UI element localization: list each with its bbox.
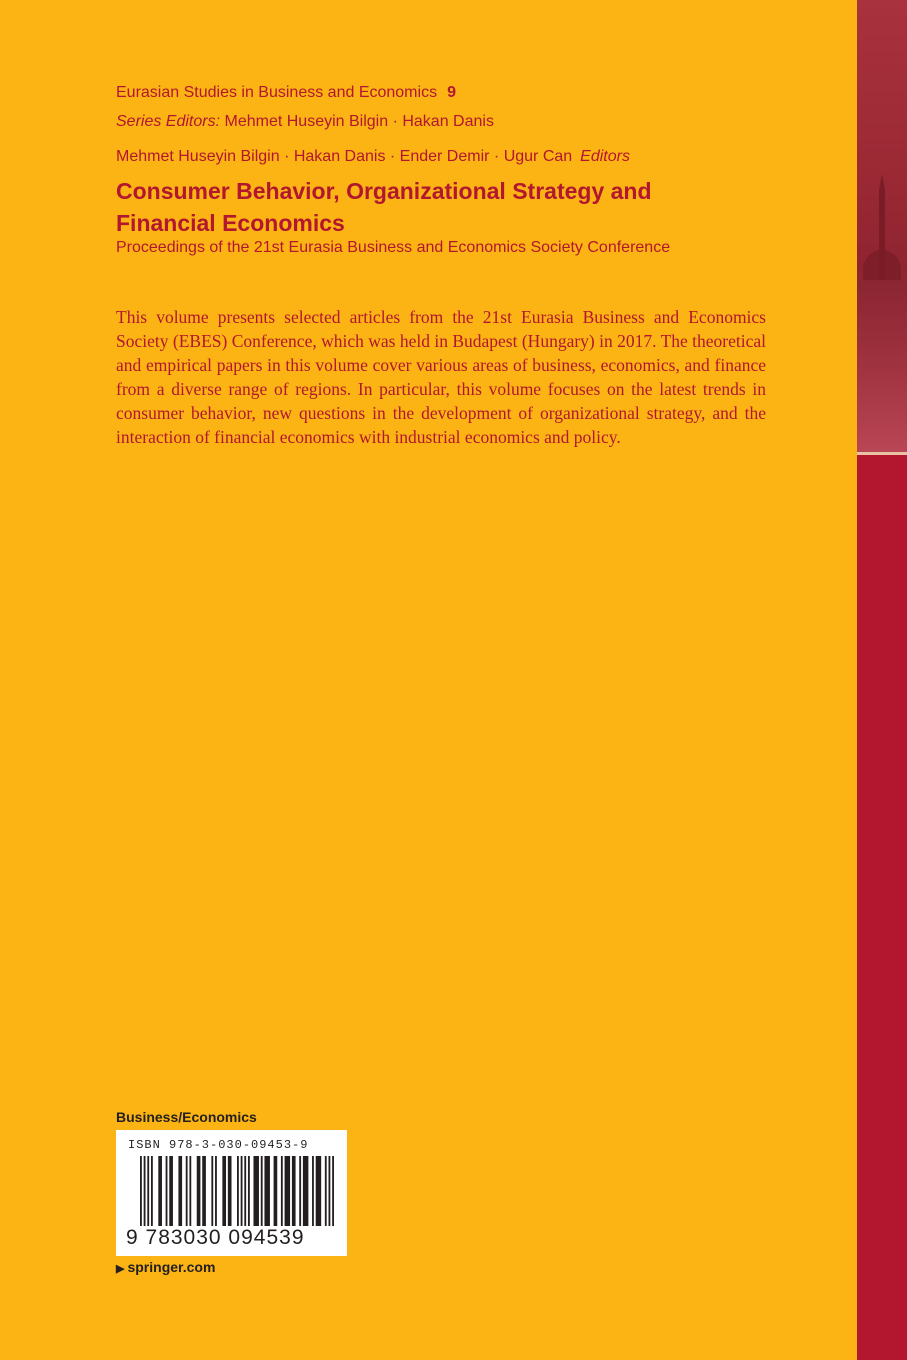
book-editors-names: Mehmet Huseyin Bilgin · Hakan Danis · Ender Demir · Ugur Can [116, 148, 573, 165]
publisher-website[interactable] [116, 1259, 215, 1275]
barcode-bar [312, 1156, 314, 1226]
book-description: This volume presents selected articles from the 21st Eurasia Business and Economics Society (EBES) Conference, which was held in Budapest (Hungary) in 2017. The theoretical and empirical papers in this volume cover various areas of business, economics, and finance from a diverse range of regions. In particular, this volume focuses on the latest trends in consumer behavior, new questions in the development of organizational strategy, and the interaction of financial economics with industrial economics and policy. [116, 307, 766, 447]
isbn-label: ISBN 978-3-030-09453-9 [128, 1138, 309, 1152]
barcode-bar [144, 1156, 146, 1226]
barcode-bar [140, 1156, 142, 1226]
barcode-bar [169, 1156, 173, 1226]
series-title [116, 84, 456, 102]
barcode-digits: 9 783030 094539 [126, 1226, 305, 1249]
triangle-right-icon: ▶ [116, 1263, 125, 1275]
barcode-bar [215, 1156, 217, 1226]
barcode-bar [197, 1156, 201, 1226]
series-editors [116, 113, 494, 131]
barcode-bar [166, 1156, 168, 1226]
barcode-bar [178, 1156, 182, 1226]
series-editors-label: Series Editors: [116, 113, 221, 130]
barcode-bar [244, 1156, 246, 1226]
barcode-bar [316, 1156, 321, 1226]
spine-divider [857, 452, 907, 455]
barcode-bar [237, 1156, 239, 1226]
barcode-bar [325, 1156, 327, 1226]
barcode-bar [261, 1156, 263, 1226]
barcode-bar [329, 1156, 331, 1226]
series-editors-names: Mehmet Huseyin Bilgin · Hakan Danis [224, 113, 494, 130]
barcode-bar [147, 1156, 149, 1226]
barcode-bar [285, 1156, 290, 1226]
barcode-bar [292, 1156, 296, 1226]
barcode-bar [281, 1156, 283, 1226]
barcode-bar [248, 1156, 250, 1226]
barcode-bar [189, 1156, 191, 1226]
barcode-bar [222, 1156, 226, 1226]
barcode-bar [228, 1156, 232, 1226]
barcode-bar [158, 1156, 162, 1226]
subject-category: Business/Economics [116, 1109, 257, 1125]
book-subtitle: Proceedings of the 21st Eurasia Business and Economics Society Conference [116, 239, 671, 256]
barcode-bar [303, 1156, 308, 1226]
barcode-bar [241, 1156, 243, 1226]
book-title: Consumer Behavior, Organizational Strategy and Financial Economics [116, 178, 652, 236]
photo-ground [857, 280, 907, 452]
spine-cityscape-photo [857, 0, 907, 452]
barcode-bar [186, 1156, 188, 1226]
barcode-bar [151, 1156, 153, 1226]
book-editors-role: Editors [580, 148, 630, 165]
photo-minaret [879, 190, 885, 280]
isbn-barcode [116, 1130, 347, 1256]
barcode-bar [253, 1156, 258, 1226]
barcode-bar [332, 1156, 334, 1226]
barcode-bar [274, 1156, 278, 1226]
barcode-bar [202, 1156, 206, 1226]
website-text: springer.com [127, 1259, 216, 1275]
barcode-bar [299, 1156, 301, 1226]
barcode-bar [264, 1156, 269, 1226]
barcode-bar [211, 1156, 213, 1226]
series-number: 9 [447, 84, 456, 101]
barcode-bars [140, 1156, 334, 1226]
series-name: Eurasian Studies in Business and Economics [116, 84, 438, 101]
book-editors [116, 148, 630, 166]
